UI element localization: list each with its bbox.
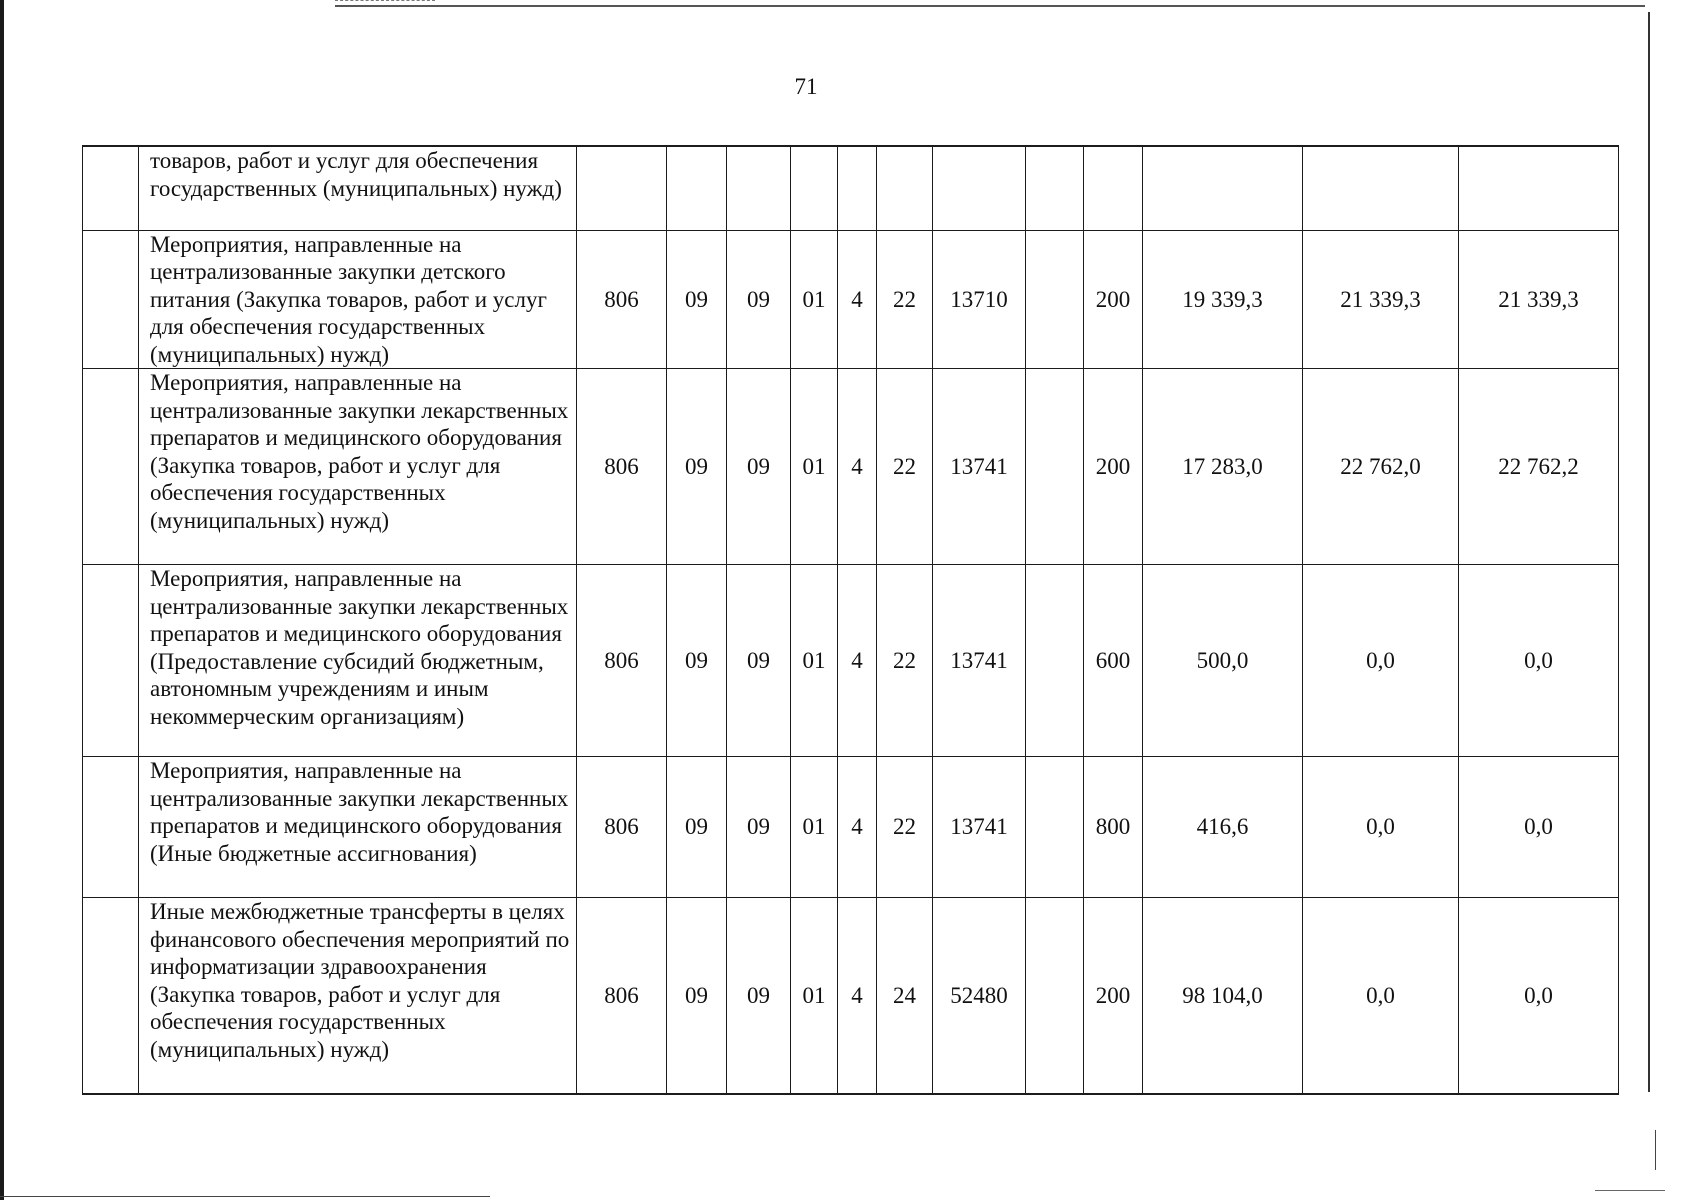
cs-part-5 <box>1026 565 1084 757</box>
blank-cell <box>83 369 139 565</box>
cs-part-1: 01 <box>791 369 838 565</box>
cs-part-4 <box>933 146 1026 230</box>
item-name: Мероприятия, направленные на централизованные закупки лекарственных препаратов и медицинского оборудования (Иные бюджетные ассигнования) <box>139 757 577 898</box>
amount-year-2: 0,0 <box>1303 757 1459 898</box>
pr-code <box>727 146 791 230</box>
page-number: 71 <box>794 74 818 99</box>
cs-part-3: 24 <box>877 898 933 1094</box>
cs-part-1 <box>791 146 838 230</box>
ved-code: 806 <box>577 230 667 369</box>
cs-part-4: 13741 <box>933 757 1026 898</box>
amount-year-1: 500,0 <box>1143 565 1303 757</box>
amount-year-2: 22 762,0 <box>1303 369 1459 565</box>
cs-part-2: 4 <box>838 757 877 898</box>
blank-cell <box>83 565 139 757</box>
cs-part-4: 13741 <box>933 369 1026 565</box>
blank-cell <box>83 898 139 1094</box>
rz-code: 09 <box>667 230 727 369</box>
ved-code: 806 <box>577 565 667 757</box>
cs-part-3 <box>877 146 933 230</box>
item-name: товаров, работ и услуг для обеспечения государственных (муниципальных) нужд) <box>139 146 577 230</box>
cs-part-2: 4 <box>838 565 877 757</box>
cs-part-1: 01 <box>791 898 838 1094</box>
amount-year-2 <box>1303 146 1459 230</box>
scan-right-tick <box>1655 1130 1656 1170</box>
cs-part-5 <box>1026 757 1084 898</box>
item-name: Мероприятия, направленные на централизованные закупки детского питания (Закупка товаров, работ и услуг для обеспечения государственных (муниципальных) нужд) <box>139 230 577 369</box>
amount-year-1: 98 104,0 <box>1143 898 1303 1094</box>
vr-code: 200 <box>1084 230 1143 369</box>
amount-year-3: 21 339,3 <box>1459 230 1619 369</box>
cs-part-3: 22 <box>877 565 933 757</box>
cs-part-2: 4 <box>838 369 877 565</box>
pr-code: 09 <box>727 369 791 565</box>
rz-code: 09 <box>667 898 727 1094</box>
pr-code: 09 <box>727 757 791 898</box>
amount-year-1: 17 283,0 <box>1143 369 1303 565</box>
vr-code: 200 <box>1084 898 1143 1094</box>
cs-part-5 <box>1026 146 1084 230</box>
ved-code <box>577 146 667 230</box>
vr-code: 600 <box>1084 565 1143 757</box>
item-name: Мероприятия, направленные на централизованные закупки лекарственных препаратов и медицинского оборудования (Закупка товаров, работ и услуг для обеспечения государственных (муниципальных) нужд) <box>139 369 577 565</box>
table-row <box>83 565 1619 757</box>
pr-code: 09 <box>727 565 791 757</box>
cs-part-3: 22 <box>877 230 933 369</box>
item-name: Мероприятия, направленные на централизованные закупки лекарственных препаратов и медицинского оборудования (Предоставление субсидий бюджетным, автономным учреждениям и иным некоммерческим организациям) <box>139 565 577 757</box>
amount-year-2: 0,0 <box>1303 898 1459 1094</box>
cs-part-2 <box>838 146 877 230</box>
amount-year-1: 19 339,3 <box>1143 230 1303 369</box>
scan-bottom-right-edge <box>1595 1190 1665 1191</box>
table-row <box>83 369 1619 565</box>
cs-part-5 <box>1026 898 1084 1094</box>
item-name: Иные межбюджетные трансферты в целях финансового обеспечения мероприятий по информатизации здравоохранения (Закупка товаров, работ и услуг для обеспечения государственных (муниципальных) нужд) <box>139 898 577 1094</box>
scan-bottom-edge <box>0 1196 490 1197</box>
cs-part-4: 13741 <box>933 565 1026 757</box>
vr-code: 200 <box>1084 369 1143 565</box>
rz-code: 09 <box>667 369 727 565</box>
amount-year-2: 0,0 <box>1303 565 1459 757</box>
rz-code <box>667 146 727 230</box>
table-row <box>83 757 1619 898</box>
cs-part-4: 13710 <box>933 230 1026 369</box>
scan-top-edge <box>335 5 1645 7</box>
rz-code: 09 <box>667 565 727 757</box>
cs-part-1: 01 <box>791 757 838 898</box>
amount-year-3 <box>1459 146 1619 230</box>
cs-part-3: 22 <box>877 369 933 565</box>
cs-part-4: 52480 <box>933 898 1026 1094</box>
table-row <box>83 146 1619 230</box>
scan-top-dash <box>335 0 435 2</box>
ved-code: 806 <box>577 369 667 565</box>
amount-year-2: 21 339,3 <box>1303 230 1459 369</box>
scan-left-edge <box>0 0 4 1200</box>
table-row <box>83 898 1619 1094</box>
ved-code: 806 <box>577 898 667 1094</box>
pr-code: 09 <box>727 230 791 369</box>
cs-part-1: 01 <box>791 565 838 757</box>
blank-cell <box>83 757 139 898</box>
table-row <box>83 230 1619 369</box>
rz-code: 09 <box>667 757 727 898</box>
cs-part-5 <box>1026 369 1084 565</box>
blank-cell <box>83 146 139 230</box>
pr-code: 09 <box>727 898 791 1094</box>
cs-part-5 <box>1026 230 1084 369</box>
amount-year-3: 0,0 <box>1459 565 1619 757</box>
vr-code <box>1084 146 1143 230</box>
amount-year-3: 0,0 <box>1459 898 1619 1094</box>
amount-year-3: 22 762,2 <box>1459 369 1619 565</box>
cs-part-1: 01 <box>791 230 838 369</box>
amount-year-3: 0,0 <box>1459 757 1619 898</box>
blank-cell <box>83 230 139 369</box>
cs-part-2: 4 <box>838 230 877 369</box>
amount-year-1 <box>1143 146 1303 230</box>
scan-right-edge <box>1648 12 1650 1092</box>
vr-code: 800 <box>1084 757 1143 898</box>
amount-year-1: 416,6 <box>1143 757 1303 898</box>
cs-part-3: 22 <box>877 757 933 898</box>
cs-part-2: 4 <box>838 898 877 1094</box>
ved-code: 806 <box>577 757 667 898</box>
budget-table <box>82 145 1619 1095</box>
